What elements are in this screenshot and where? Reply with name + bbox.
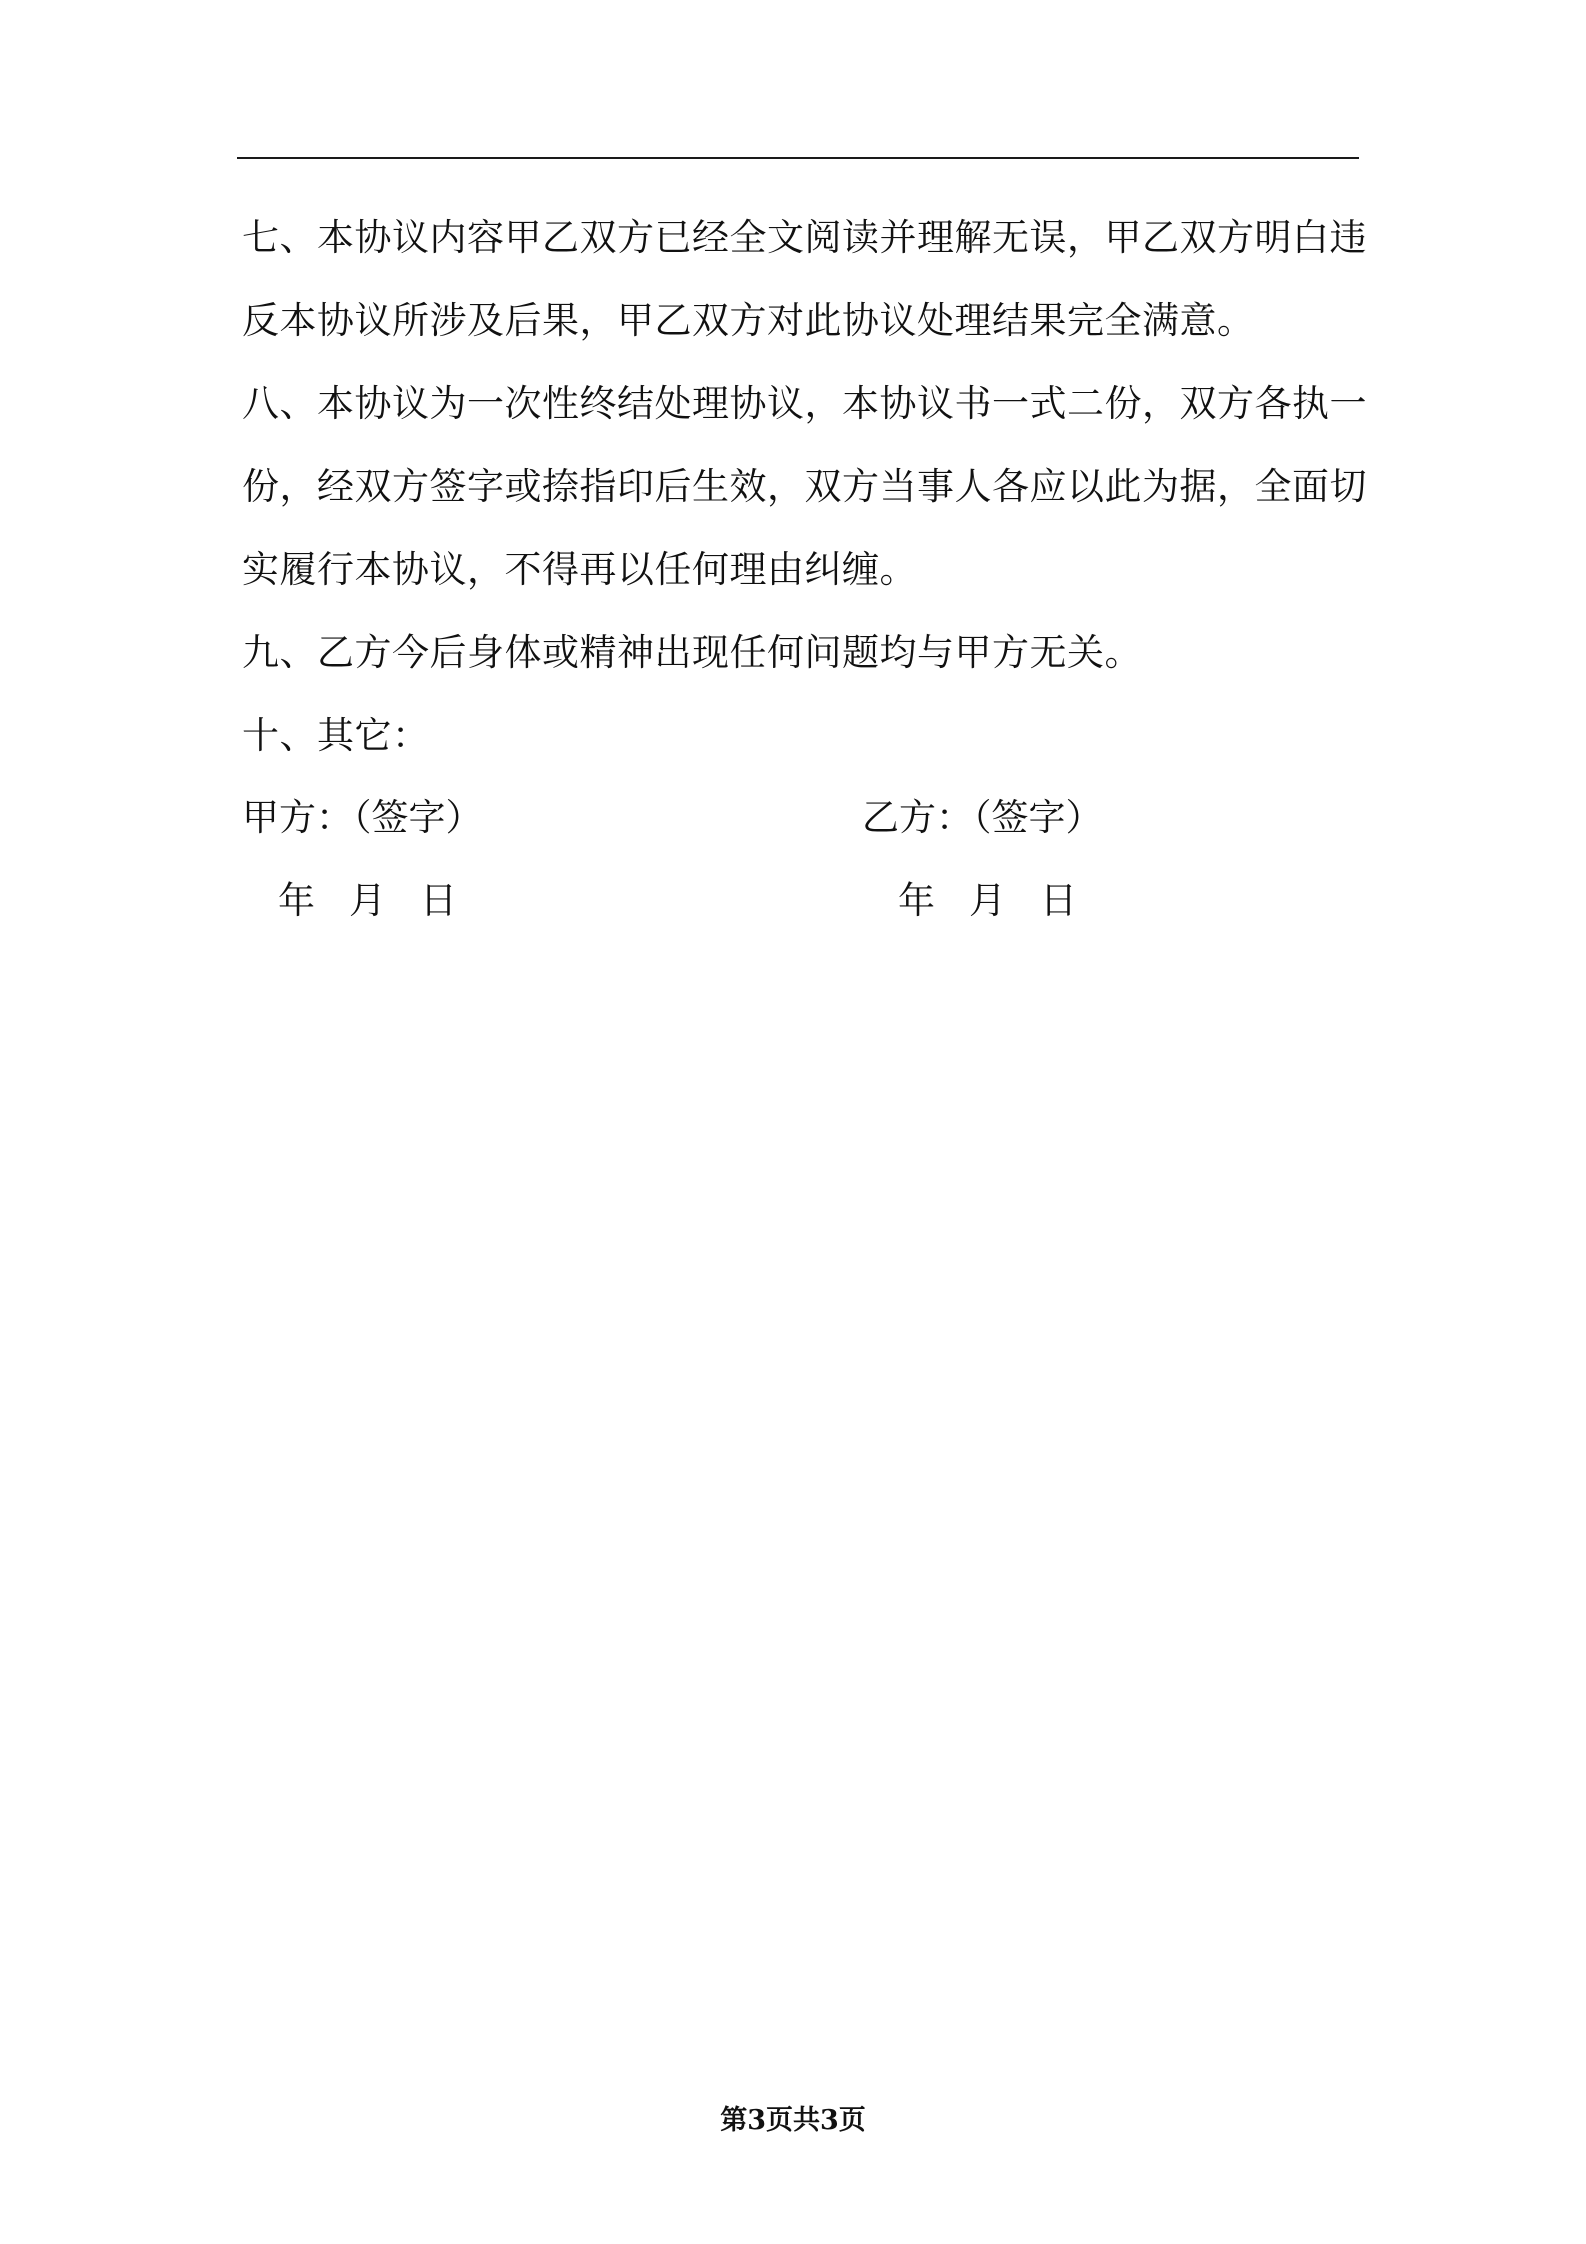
party-a-signature-label: 甲方：（签字） bbox=[242, 796, 483, 839]
party-b-year-label: 年 bbox=[898, 879, 935, 922]
clause-10 bbox=[242, 694, 1362, 777]
header-rule bbox=[237, 157, 1359, 159]
clause-8-line-3: 实履行本协议，不得再以任何理由纠缠。 bbox=[242, 548, 917, 591]
date-row bbox=[242, 859, 1362, 942]
party-a-month-label: 月 bbox=[349, 879, 386, 922]
page-number-footer: 第3页共3页 bbox=[720, 2105, 866, 2136]
party-b-month-label: 月 bbox=[969, 879, 1006, 922]
clause-8 bbox=[242, 362, 1367, 611]
party-a-day-label: 日 bbox=[420, 879, 457, 922]
clause-9-line-1: 九、乙方今后身体或精神出现任何问题均与甲方无关。 bbox=[242, 631, 1142, 674]
clause-8-line-1: 八、本协议为一次性终结处理协议，本协议书一式二份，双方各执一 bbox=[242, 382, 1367, 425]
party-b-day-label: 日 bbox=[1040, 879, 1077, 922]
party-b-date bbox=[898, 859, 1111, 942]
clause-7 bbox=[242, 196, 1367, 362]
clause-8-line-2: 份，经双方签字或捺指印后生效，双方当事人各应以此为据，全面切 bbox=[242, 465, 1367, 508]
party-a-date bbox=[278, 859, 491, 942]
clause-10-line-1: 十、其它： bbox=[242, 714, 430, 757]
party-a-year-label: 年 bbox=[278, 879, 315, 922]
signature-row bbox=[242, 776, 1362, 859]
clause-7-line-2: 反本协议所涉及后果，甲乙双方对此协议处理结果完全满意。 bbox=[242, 299, 1255, 342]
clause-7-line-1: 七、本协议内容甲乙双方已经全文阅读并理解无误，甲乙双方明白违 bbox=[242, 216, 1367, 259]
document-body bbox=[242, 196, 1367, 777]
clause-9 bbox=[242, 611, 1362, 694]
party-b-signature-label: 乙方：（签字） bbox=[862, 796, 1103, 839]
